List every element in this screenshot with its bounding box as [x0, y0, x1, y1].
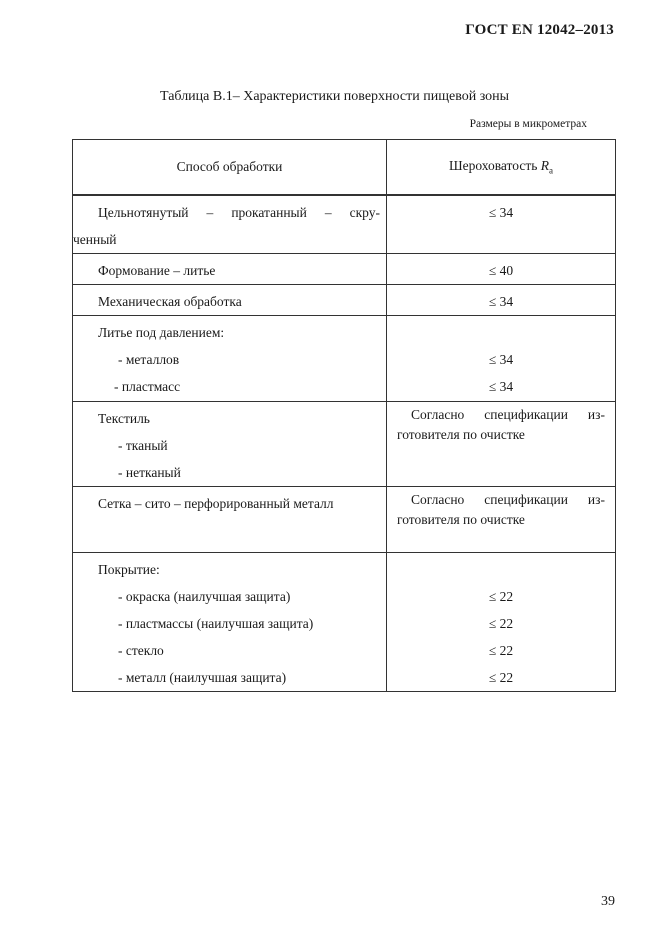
group-title: Литье под давлением: — [98, 325, 225, 340]
group-item: - пластмассы (наилучшая защита) — [118, 616, 314, 631]
units-note: Размеры в микрометрах — [469, 118, 587, 130]
group-item: - нетканый — [118, 465, 181, 480]
group-item: - окраска (наилучшая защита) — [118, 589, 291, 604]
roughness-text: Согласно спецификации из-готовителя по очистке — [397, 407, 605, 442]
col-header-roughness — [387, 140, 616, 196]
roughness-value: ≤ 34 — [488, 379, 514, 394]
group-item: - пластмасс — [114, 379, 181, 394]
method-text-line2: ченный — [73, 232, 117, 247]
table-row — [73, 553, 616, 692]
table-row — [73, 316, 616, 402]
roughness-subscript: a — [549, 165, 554, 176]
roughness-cell — [387, 195, 616, 254]
roughness-cell — [387, 402, 616, 487]
col-header-method — [73, 140, 387, 196]
group-title: Текстиль — [98, 411, 150, 426]
roughness-value: ≤ 34 — [488, 205, 514, 220]
method-cell — [73, 487, 387, 553]
method-cell — [73, 402, 387, 487]
group-item: - металлов — [118, 352, 180, 367]
roughness-value: ≤ 34 — [488, 352, 514, 367]
roughness-value: ≤ 22 — [488, 643, 514, 658]
roughness-text: Согласно спецификации из-готовителя по очистке — [397, 492, 605, 527]
roughness-cell — [387, 487, 616, 553]
roughness-cell — [387, 285, 616, 316]
method-cell — [73, 316, 387, 402]
method-text: Формование – литье — [98, 263, 216, 278]
roughness-cell — [387, 254, 616, 285]
method-cell — [73, 285, 387, 316]
table-row — [73, 254, 616, 285]
roughness-value: ≤ 22 — [488, 670, 514, 685]
table-row — [73, 285, 616, 316]
roughness-symbol: R — [540, 158, 550, 174]
roughness-value: ≤ 22 — [488, 589, 514, 604]
roughness-cell — [387, 316, 616, 402]
method-cell — [73, 195, 387, 254]
group-item: - металл (наилучшая защита) — [118, 670, 287, 685]
col-header-method-text: Способ обработки — [176, 159, 283, 174]
method-text: Сетка – сито – перфорированный металл — [98, 496, 334, 511]
standard-designation: ГОСТ EN 12042–2013 — [465, 22, 614, 38]
col-header-roughness-text: Шероховатость — [448, 158, 541, 174]
roughness-cell — [387, 553, 616, 692]
group-item: - тканый — [118, 438, 168, 453]
method-cell — [73, 254, 387, 285]
method-cell — [73, 553, 387, 692]
table-row — [73, 402, 616, 487]
roughness-value: ≤ 40 — [488, 263, 514, 278]
roughness-value: ≤ 22 — [488, 616, 514, 631]
roughness-value: ≤ 34 — [488, 294, 514, 309]
table-row — [73, 195, 616, 254]
table-caption: Таблица В.1– Характеристики поверхности пищевой зоны — [160, 89, 510, 104]
method-text: Механическая обработка — [98, 294, 242, 309]
page-number: 39 — [601, 894, 615, 909]
table-row — [73, 487, 616, 553]
table-header-row — [73, 140, 616, 196]
method-text-line1: Цельнотянутый – прокатанный – скру- — [98, 205, 380, 220]
surface-characteristics-table — [72, 139, 616, 692]
group-title: Покрытие: — [98, 562, 160, 577]
group-item: - стекло — [118, 643, 164, 658]
